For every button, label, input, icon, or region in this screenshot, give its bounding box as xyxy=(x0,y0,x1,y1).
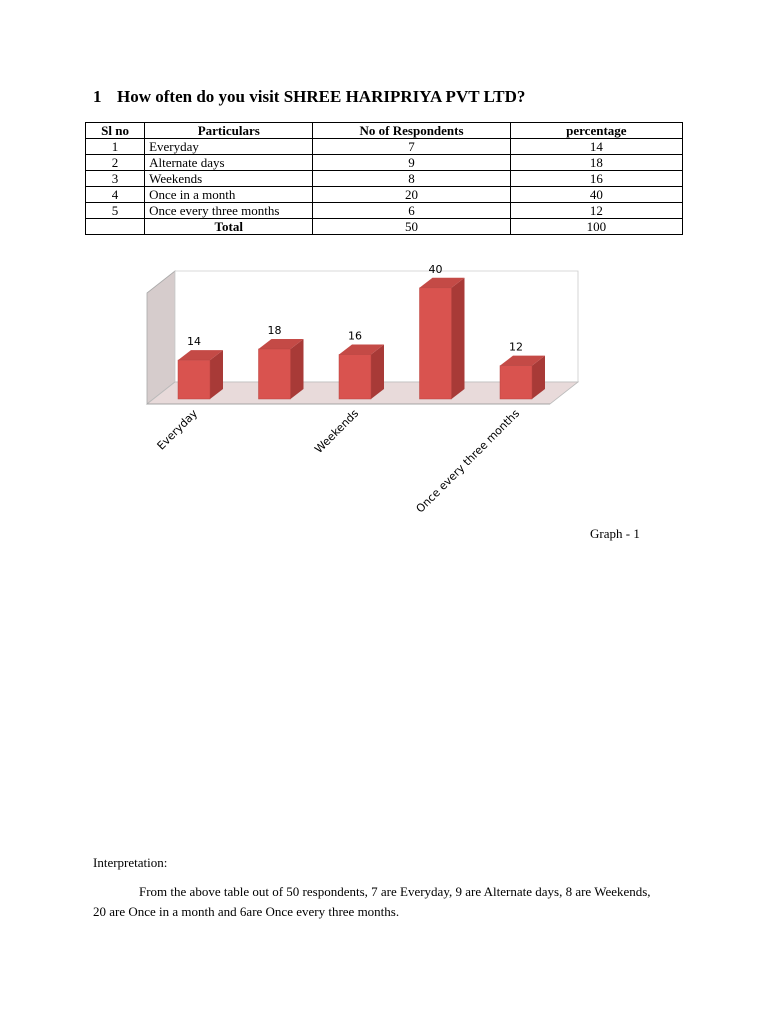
cell-sl: 3 xyxy=(86,171,145,187)
cell-respondents: 9 xyxy=(313,155,510,171)
x-tick-label: Once every three months xyxy=(413,406,523,516)
cell-sl: 1 xyxy=(86,139,145,155)
cell-particular: Everyday xyxy=(145,139,313,155)
cell-respondents: 20 xyxy=(313,187,510,203)
bar-front xyxy=(178,360,210,399)
data-label: 18 xyxy=(267,323,282,337)
cell-sl: 2 xyxy=(86,155,145,171)
bar-side xyxy=(291,339,304,399)
bar-front xyxy=(339,355,371,399)
cell-sl: 5 xyxy=(86,203,145,219)
question-number: 1 xyxy=(93,87,102,106)
header-respondents: No of Respondents xyxy=(313,123,510,139)
cell-percentage: 12 xyxy=(510,203,682,219)
data-label: 14 xyxy=(187,335,201,349)
cell-percentage: 16 xyxy=(510,171,682,187)
bar-front xyxy=(259,349,291,399)
data-label: 40 xyxy=(428,262,443,276)
interpretation-body: From the above table out of 50 respondents, 7 are Everyday, 9 are Alternate days, 8 are Weekends, 20 are Once in a month and 6are Once every three months. xyxy=(93,884,651,919)
total-respondents: 50 xyxy=(313,219,510,235)
cell-particular: Once in a month xyxy=(145,187,313,203)
bar-side xyxy=(452,278,465,399)
data-label: 16 xyxy=(348,329,362,343)
chart-side-wall xyxy=(147,271,175,404)
cell-particular: Once every three months xyxy=(145,203,313,219)
header-percentage: percentage xyxy=(510,123,682,139)
bar-front xyxy=(420,288,452,399)
cell-respondents: 8 xyxy=(313,171,510,187)
cell-respondents: 6 xyxy=(313,203,510,219)
cell-particular: Weekends xyxy=(145,171,313,187)
bar-front xyxy=(500,366,532,399)
graph-label: Graph - 1 xyxy=(590,526,640,541)
data-label: 12 xyxy=(509,340,523,354)
x-tick-label: Weekends xyxy=(312,406,362,456)
tick-labels-group xyxy=(155,407,523,516)
cell-respondents: 7 xyxy=(313,139,510,155)
x-tick-label: Everyday xyxy=(154,406,201,453)
header-sl-no: Sl no xyxy=(86,123,145,139)
cell-particular: Alternate days xyxy=(145,155,313,171)
cell-sl: 4 xyxy=(86,187,145,203)
total-label: Total xyxy=(145,219,313,235)
header-particulars: Particulars xyxy=(145,123,313,139)
question-text: How often do you visit SHREE HARIPRIYA PVT LTD? xyxy=(117,87,526,106)
total-percentage: 100 xyxy=(510,219,682,235)
cell-percentage: 18 xyxy=(510,155,682,171)
bar-4 xyxy=(420,263,465,399)
cell-percentage: 40 xyxy=(510,187,682,203)
cell-percentage: 14 xyxy=(510,139,682,155)
interpretation-title: Interpretation: xyxy=(93,855,168,870)
